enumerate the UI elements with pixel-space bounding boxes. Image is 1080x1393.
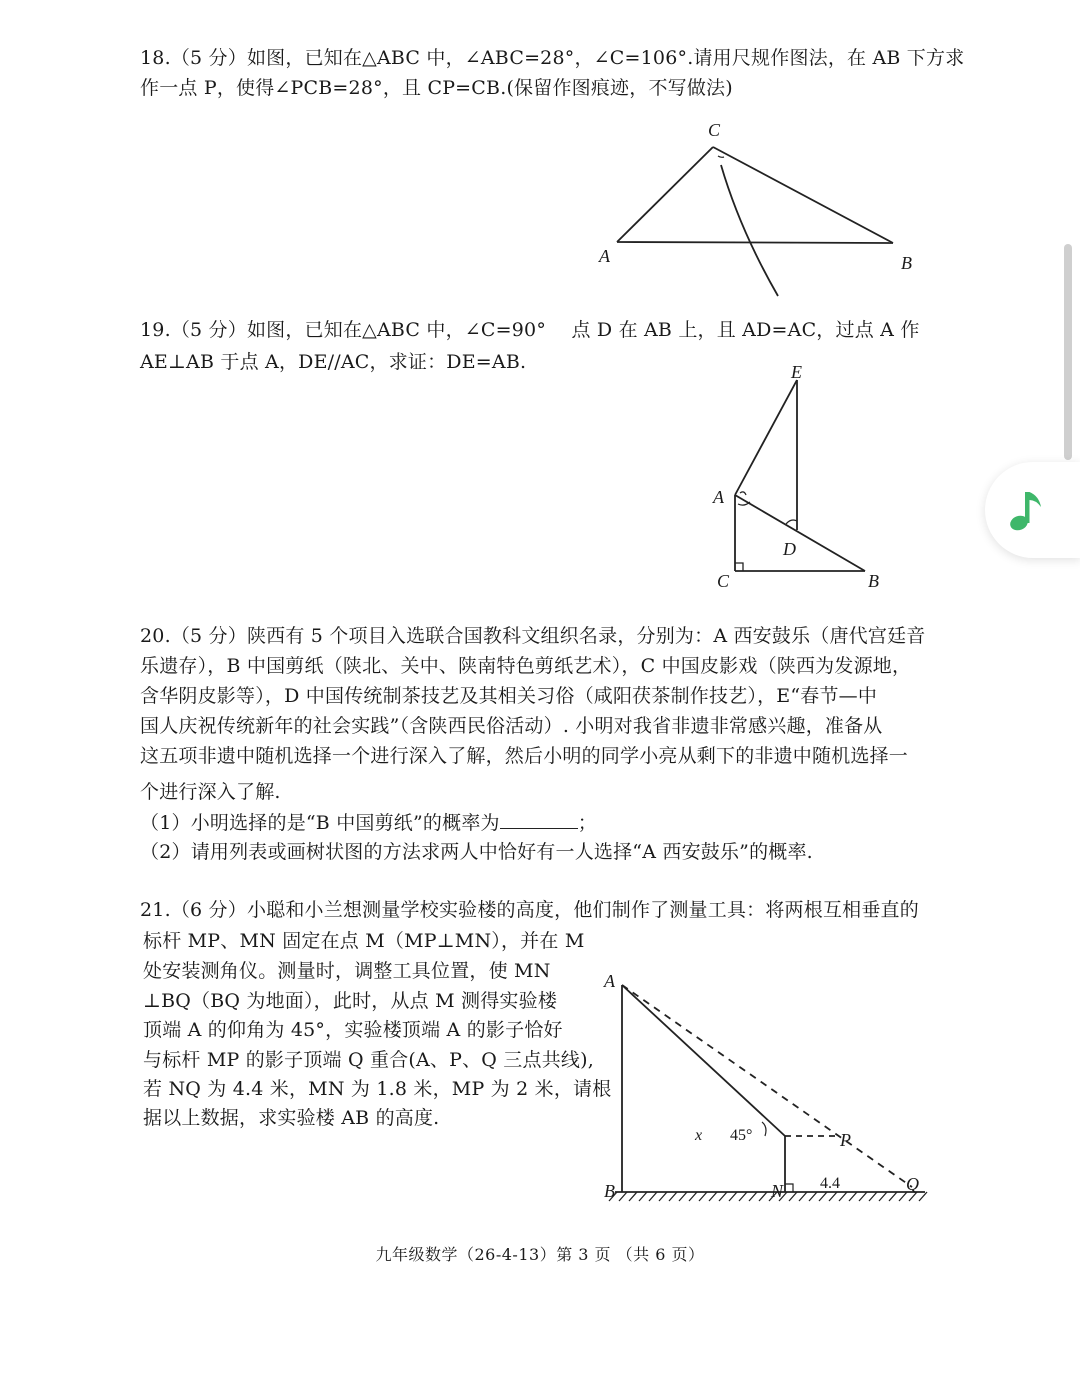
q18-label-a: A — [599, 246, 610, 266]
ground-hatching — [609, 1192, 927, 1201]
q18-label-c: C — [708, 120, 721, 140]
q21-line8: 据以上数据，求实验楼 AB 的高度. — [143, 1107, 440, 1129]
q21-label-nq: 4.4 — [820, 1175, 840, 1192]
q19-label-b: B — [868, 571, 879, 591]
q19-label-d: D — [783, 539, 796, 559]
q21-label-b: B — [604, 1181, 615, 1201]
music-button[interactable] — [985, 462, 1080, 558]
q19-label-c: C — [717, 571, 730, 591]
page-footer: 九年级数学（26-4-13）第 3 页 （共 6 页） — [375, 1245, 705, 1264]
q20-line4: 国人庆祝传统新年的社会实践”（含陕西民俗活动）. 小明对我省非遗非常感兴趣，准备从 — [140, 715, 883, 737]
q20-sub1 — [140, 810, 597, 835]
construction-arc — [721, 165, 778, 296]
q18-label-b: B — [901, 253, 912, 273]
q21-label-n: N — [771, 1181, 784, 1201]
q20-line6: 个进行深入了解. — [140, 781, 281, 803]
music-note-icon — [1006, 487, 1046, 533]
q21-line3: 处安装测角仪。测量时，调整工具位置，使 MN — [143, 960, 551, 982]
q21-line5: 顶端 A 的仰角为 45°，实验楼顶端 A 的影子恰好 — [143, 1019, 563, 1041]
q19-triangle-figure — [700, 360, 900, 590]
q19-line2: AE⊥AB 于点 A，DE//AC，求证：DE=AB. — [140, 351, 527, 373]
segment-ac — [617, 147, 713, 242]
sight-line-am — [622, 985, 785, 1136]
q18-line2: 作一点 P，使得∠PCB=28°，且 CP=CB.(保留作图痕迹，不写做法) — [140, 77, 733, 99]
q21-line1: 21.（6 分）小聪和小兰想测量学校实验楼的高度，他们制作了测量工具：将两根互相垂直的 — [140, 899, 919, 921]
q21-line6: 与标杆 MP 的影子顶端 Q 重合(A、P、Q 三点共线), — [143, 1049, 594, 1071]
q19-label-e: E — [791, 362, 802, 382]
segment-ae — [735, 380, 797, 495]
shadow-line-aq — [622, 985, 912, 1187]
q20-line3: 含华阴皮影等），D 中国传统制茶技艺及其相关习俗（咸阳茯茶制作技艺），E“春节—中 — [140, 685, 878, 707]
q21-line7: 若 NQ 为 4.4 米，MN 为 1.8 米，MP 为 2 米，请根 — [143, 1078, 612, 1100]
q20-line1: 20.（5 分）陕西有 5 个项目入选联合国教科文组织名录，分别为：A 西安鼓乐（唐代宫廷音 — [140, 625, 926, 647]
q21-label-q: Q — [906, 1174, 919, 1194]
q20-sub1-end: ； — [577, 812, 597, 834]
q21-label-x: x — [695, 1127, 703, 1144]
scrollbar-thumb[interactable] — [1064, 244, 1072, 460]
q19-line1: 19.（5 分）如图，已知在△ABC 中，∠C=90° 点 D 在 AB 上，且 AD=AC，过点 A 作 — [140, 319, 920, 341]
q21-label-angle: 45° — [730, 1127, 753, 1144]
q19-label-a: A — [713, 487, 724, 507]
segment-ab — [617, 242, 893, 243]
q20-sub2: （2）请用列表或画树状图的方法求两人中恰好有一人选择“A 西安鼓乐”的概率. — [140, 841, 813, 863]
q21-line2: 标杆 MP、MN 固定在点 M（MP⊥MN），并在 M — [143, 930, 585, 952]
q21-label-a: A — [604, 971, 615, 991]
q21-measurement-figure — [595, 970, 935, 1210]
q21-line4: ⊥BQ（BQ 为地面），此时，从点 M 测得实验楼 — [143, 990, 558, 1012]
q18-triangle-figure — [590, 120, 930, 310]
segment-cb — [713, 147, 893, 243]
answer-blank — [500, 810, 578, 829]
segment-ab — [735, 495, 865, 571]
q20-line2: 乐遗存），B 中国剪纸（陕北、关中、陕南特色剪纸艺术），C 中国皮影戏（陕西为发源地， — [140, 655, 912, 677]
q20-sub1-text: （1）小明选择的是“B 中国剪纸”的概率为 — [140, 812, 500, 834]
q21-label-p: P — [840, 1130, 851, 1150]
q18-line1: 18.（5 分）如图，已知在△ABC 中，∠ABC=28°，∠C=106°.请用尺规作图法，在 AB 下方求 — [140, 47, 965, 69]
q20-line5: 这五项非遗中随机选择一个进行深入了解，然后小明的同学小亮从剩下的非遗中随机选择一 — [140, 745, 909, 767]
